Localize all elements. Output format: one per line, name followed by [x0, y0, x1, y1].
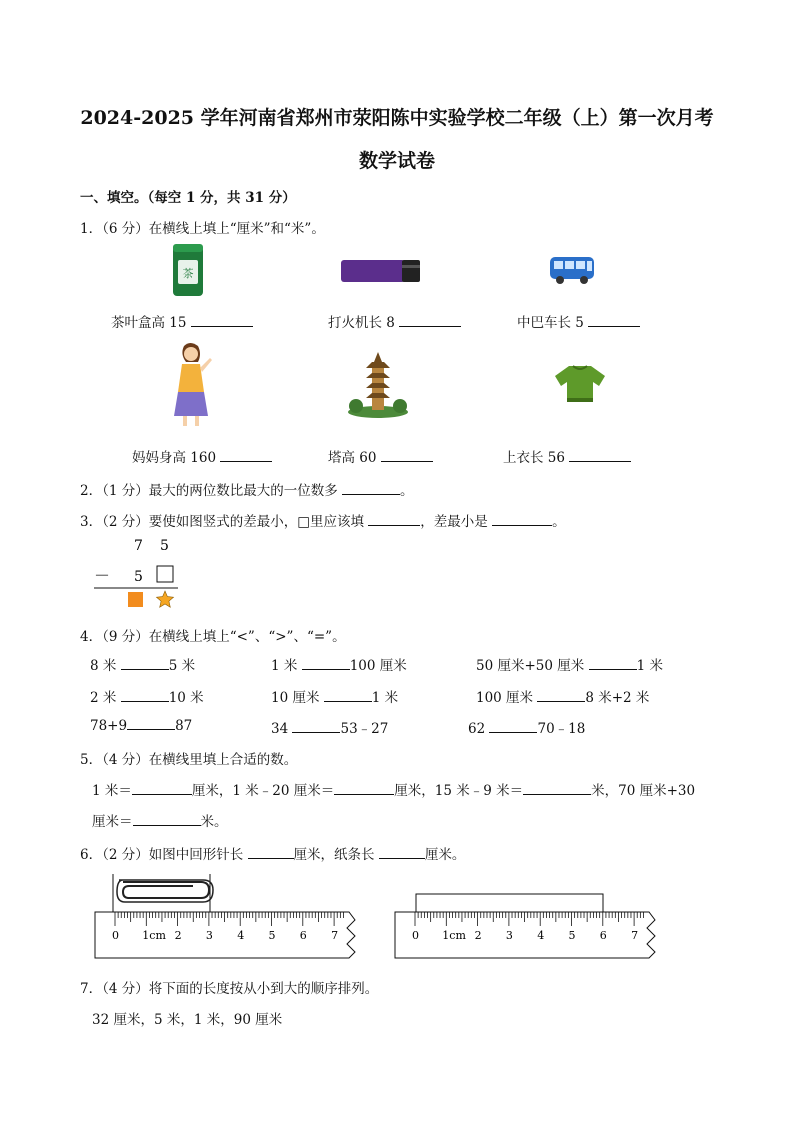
page-subtitle: 数学试卷	[358, 150, 435, 172]
answer-blank[interactable]	[492, 513, 552, 526]
ruler-label: 1cm	[442, 929, 466, 942]
bottom-digit: 5	[134, 569, 143, 585]
q5-line1: 1 米＝ 厘米，1 米﹣20 厘米＝ 厘米，15 米﹣9 米＝ 米，70 厘米+30	[92, 783, 696, 799]
q4-item: 8 米 5 米	[90, 658, 196, 674]
ruler-label: 1cm	[142, 929, 166, 942]
paperclip-icon	[117, 880, 213, 902]
sweater-icon	[553, 362, 607, 404]
vertical-subtraction	[90, 532, 190, 612]
ruler-label: 6	[599, 929, 607, 942]
pagoda-icon	[346, 350, 410, 418]
ruler-label: 5	[568, 929, 576, 942]
q1-item-bus: 中巴车长 5	[517, 311, 640, 331]
answer-blank[interactable]	[220, 449, 272, 462]
ruler-label: 0	[412, 929, 419, 942]
q1-item-sweater: 上衣长 56	[503, 446, 631, 466]
answer-blank[interactable]	[489, 720, 537, 733]
q4-item: 10 厘米 1 米	[271, 690, 399, 706]
q7-stem: 7．（4 分）将下面的长度按从小到大的顺序排列。	[80, 981, 379, 997]
ruler-label: 2	[174, 929, 182, 942]
answer-blank[interactable]	[324, 689, 372, 702]
answer-blank[interactable]	[121, 657, 169, 670]
q2-line: 2．（1 分）最大的两位数比最大的一位数多 。	[80, 483, 414, 499]
q4-item: 34 53﹣27	[271, 721, 389, 737]
section-heading: 一、填空。（每空 1 分，共 31 分）	[80, 190, 296, 206]
page-title: 2024-2025 学年河南省郑州市荥阳陈中实验学校二年级（上）第一次月考	[80, 107, 714, 129]
q4-item: 1 米 100 厘米	[271, 658, 407, 674]
answer-blank[interactable]	[248, 846, 294, 859]
minus-sign: －	[94, 566, 111, 585]
q7-values: 32 厘米，5 米，1 米，90 厘米	[92, 1012, 283, 1028]
bus-icon	[548, 253, 596, 287]
answer-blank[interactable]	[589, 657, 637, 670]
ruler-with-paper-strip	[393, 868, 663, 960]
q4-item: 78+9 87	[90, 718, 193, 734]
ruler-label: 4	[237, 929, 245, 942]
ruler-label: 6	[299, 929, 307, 942]
q1-item-tea-box: 茶叶盒高 15	[111, 311, 253, 331]
ruler-label: 2	[474, 929, 482, 942]
answer-blank[interactable]	[569, 449, 631, 462]
q5-stem: 5．（4 分）在横线里填上合适的数。	[80, 752, 298, 768]
ruler-with-paperclip	[93, 868, 363, 960]
answer-blank[interactable]	[537, 689, 585, 702]
q3-line: 3．（2 分）要使如图竖式的差最小，□里应该填 ，差最小是 。	[80, 514, 566, 530]
q1-item-woman: 妈妈身高 160	[132, 446, 272, 466]
answer-blank[interactable]	[523, 782, 591, 795]
q4-item: 50 厘米+50 厘米 1 米	[476, 658, 663, 674]
answer-blank[interactable]	[302, 657, 350, 670]
paper-strip	[416, 894, 603, 912]
answer-blank[interactable]	[133, 813, 201, 826]
ruler-label: 7	[631, 929, 639, 942]
ruler-label: 3	[205, 929, 213, 942]
woman-icon	[168, 340, 216, 430]
q5-line2: 厘米＝ 米。	[92, 814, 228, 830]
q1-stem: 1．（6 分）在横线上填上“厘米”和“米”。	[80, 221, 325, 237]
ruler-body	[95, 912, 355, 958]
ruler-label: 7	[331, 929, 339, 942]
ruler-label: 0	[112, 929, 119, 942]
answer-blank[interactable]	[127, 717, 175, 730]
tea-box-icon	[170, 242, 206, 298]
top-digit: 5	[160, 538, 169, 554]
lighter-icon	[340, 257, 422, 285]
ruler-label: 5	[268, 929, 276, 942]
answer-blank[interactable]	[342, 482, 400, 495]
answer-blank[interactable]	[121, 689, 169, 702]
answer-blank[interactable]	[588, 314, 640, 327]
ruler-label: 4	[537, 929, 545, 942]
answer-blank[interactable]	[379, 846, 425, 859]
answer-blank[interactable]	[191, 314, 253, 327]
blank-square-icon	[157, 566, 173, 582]
answer-blank[interactable]	[368, 513, 420, 526]
top-digit: 7	[134, 538, 143, 554]
q4-item: 2 米 10 米	[90, 690, 204, 706]
q1-item-lighter: 打火机长 8	[328, 311, 461, 331]
ruler-body	[395, 912, 655, 958]
q4-stem: 4．（9 分）在横线上填上“<”、“>”、“=”。	[80, 629, 346, 645]
answer-blank[interactable]	[132, 782, 192, 795]
q1-item-pagoda: 塔高 60	[328, 446, 433, 466]
answer-blank[interactable]	[399, 314, 461, 327]
star-icon	[157, 591, 174, 607]
answer-blank[interactable]	[381, 449, 433, 462]
q4-item: 62 70﹣18	[468, 721, 586, 737]
answer-blank[interactable]	[292, 720, 340, 733]
answer-blank[interactable]	[334, 782, 394, 795]
ruler-label: 3	[505, 929, 513, 942]
orange-square-icon	[128, 592, 143, 607]
svg-text:茶: 茶	[182, 267, 194, 280]
q4-item: 100 厘米 8 米+2 米	[476, 690, 650, 706]
q6-line: 6．（2 分）如图中回形针长 厘米，纸条长 厘米。	[80, 847, 466, 863]
